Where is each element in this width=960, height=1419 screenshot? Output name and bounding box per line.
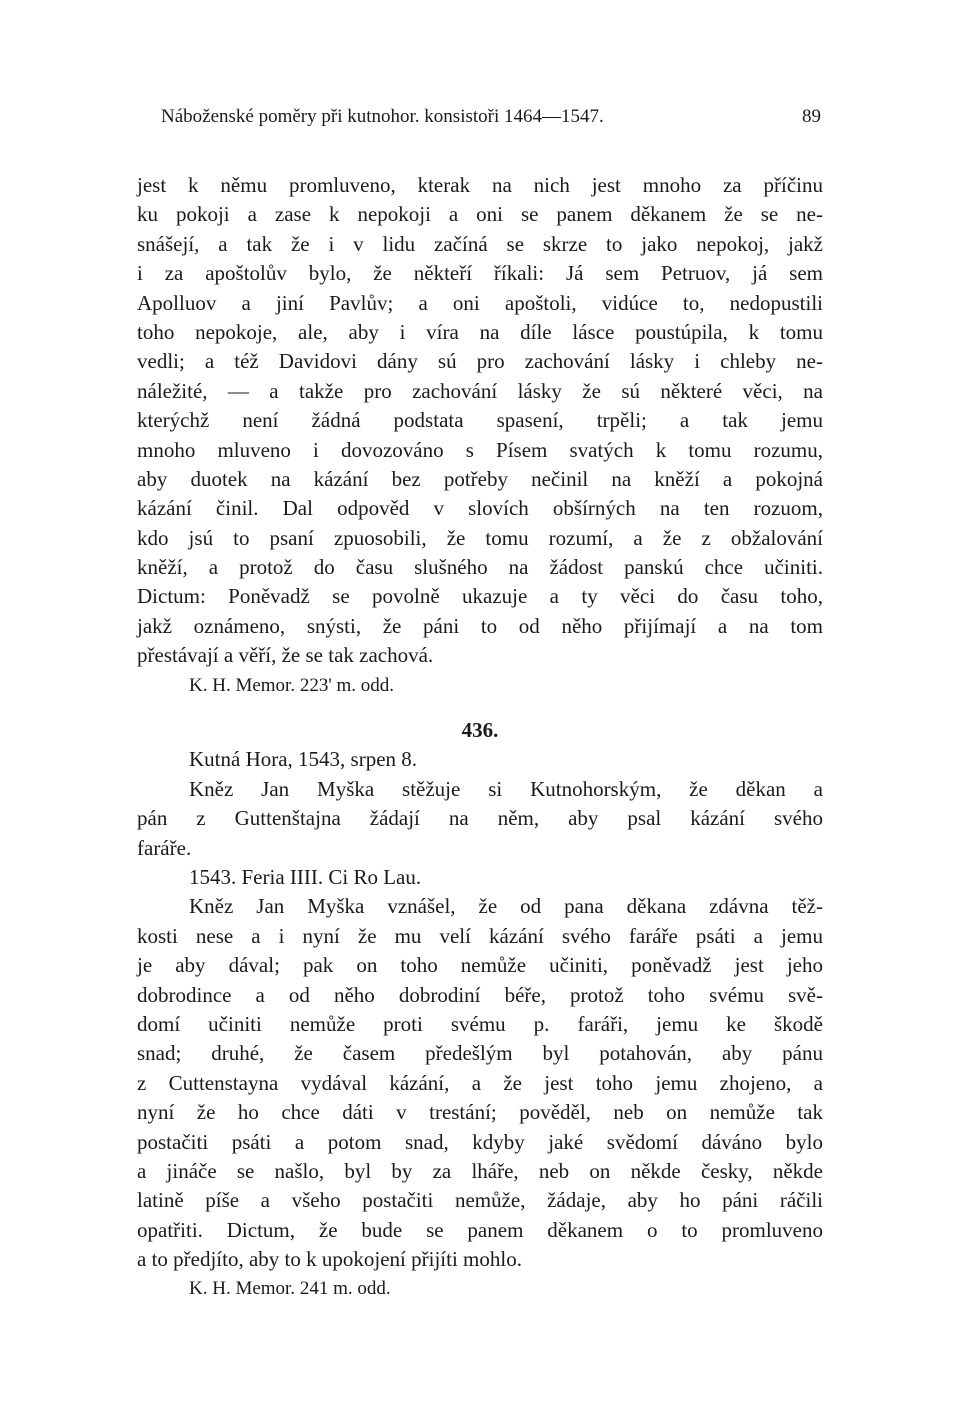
text-line: náležité, — a takže pro zachování lásky že sú některé věci, na [137,378,823,403]
body-line: kosti nese a i nyní že mu velí kázání svého faráře psáti a jemu [137,923,823,948]
text-line: ku pokoji a zase k nepokoji a oni se panem děkanem že se ne- [137,202,823,227]
text-line: Apolluov a jiní Pavlův; a oni apoštoli, vidúce to, nedopustili [137,290,823,315]
body-line: Kněz Jan Myška vznášel, že od pana děkana zdávna těž- [189,894,823,919]
text-line: jest k němu promluveno, kterak na nich jest mnoho za příčinu [137,173,823,197]
summary-line: faráře. [137,835,192,860]
text-line: vedli; a též Davidovi dány sú pro zachování lásky i chleby ne- [137,349,823,374]
page-number: 89 [802,106,821,127]
body-line: snad; druhé, že časem předešlým byl potahován, aby pánu [137,1041,823,1066]
running-header-title: Náboženské poměry při kutnohor. konsistoři 1464—1547. [161,106,604,127]
text-line: mnoho mluveno i dovozováno s Písem svatých k tomu rozumu, [137,437,823,462]
text-body [137,171,823,1304]
summary-line: Kněz Jan Myška stěžuje si Kutnohorským, že děkan a [189,776,823,801]
entry-summary [137,775,823,863]
source-reference: K. H. Memor. 241 m. odd. [189,1278,391,1300]
entry-body [137,892,823,1274]
source-reference: K. H. Memor. 223' m. odd. [189,674,395,696]
body-line: dobrodince a od něho dobrodiní béře, protož toho svému svě- [137,982,823,1007]
entry-date-line: 1543. Feria IIII. Ci Ro Lau. [189,864,422,889]
text-line: kázání činil. Dal odpověd v slovích obšírných na ten rozuom, [137,496,823,521]
text-line: Dictum: Poněvadž se povolně ukazuje a ty věci do času toho, [137,584,823,609]
entry-place-date: Kutná Hora, 1543, srpen 8. [189,747,418,772]
body-line: domí učiniti nemůže proti svému p. faráři, jemu ke škodě [137,1011,823,1036]
summary-line: pán z Guttenštajna žádají na něm, aby psal kázání svého [137,806,823,831]
text-line: kterýchž není žádná podstata spasení, trpěli; a tak jemu [137,408,823,433]
text-line: snášejí, a tak že i v lidu začíná se skrze to jako nepokoj, jakž [137,231,823,256]
body-line: z Cuttenstayna vydával kázání, a že jest toho jemu zhojeno, a [137,1070,823,1095]
entry-number: 436. [461,718,499,743]
body-line: a jináče se našlo, byl by za lháře, neb on někde česky, někde [137,1158,823,1183]
body-line: postačiti psáti a potom snad, kdyby jaké svědomí dáváno bylo [137,1129,823,1154]
body-line: a to předjíto, aby to k upokojení přijíti mohlo. [137,1247,522,1272]
text-line: jakž oznámeno, snýsti, že páni to od něho přijímají a na tom [137,613,823,638]
body-line: opatřiti. Dictum, že bude se panem děkanem o to promluveno [137,1217,823,1242]
text-line: i za apoštolův bylo, že někteří říkali: Já sem Petruov, já sem [137,261,823,286]
body-line: je aby dával; pak on toho nemůže učiniti, poněvadž jest jeho [137,953,823,978]
text-line: aby duotek na kázání bez potřeby nečinil na kněží a pokojná [137,466,823,491]
body-line: latině píše a všeho postačiti nemůže, žádaje, aby ho páni ráčili [137,1188,823,1213]
text-line: kněží, a protož do času slušného na žádost panskú chce učiniti. [137,555,823,580]
running-header [161,104,821,130]
text-line: přestávají a věří, že se tak zachová. [137,643,434,668]
text-line: toho nepokoje, ale, aby i víra na díle lásce poustúpila, k tomu [137,319,823,344]
paragraph-continuation [137,171,823,671]
spacer [137,700,823,716]
body-line: nyní že ho chce dáti v trestání; pověděl, neb on nemůže tak [137,1100,823,1125]
text-line: kdo jsú to psaní zpuosobili, že tomu rozumí, a že z obžalování [137,525,823,550]
